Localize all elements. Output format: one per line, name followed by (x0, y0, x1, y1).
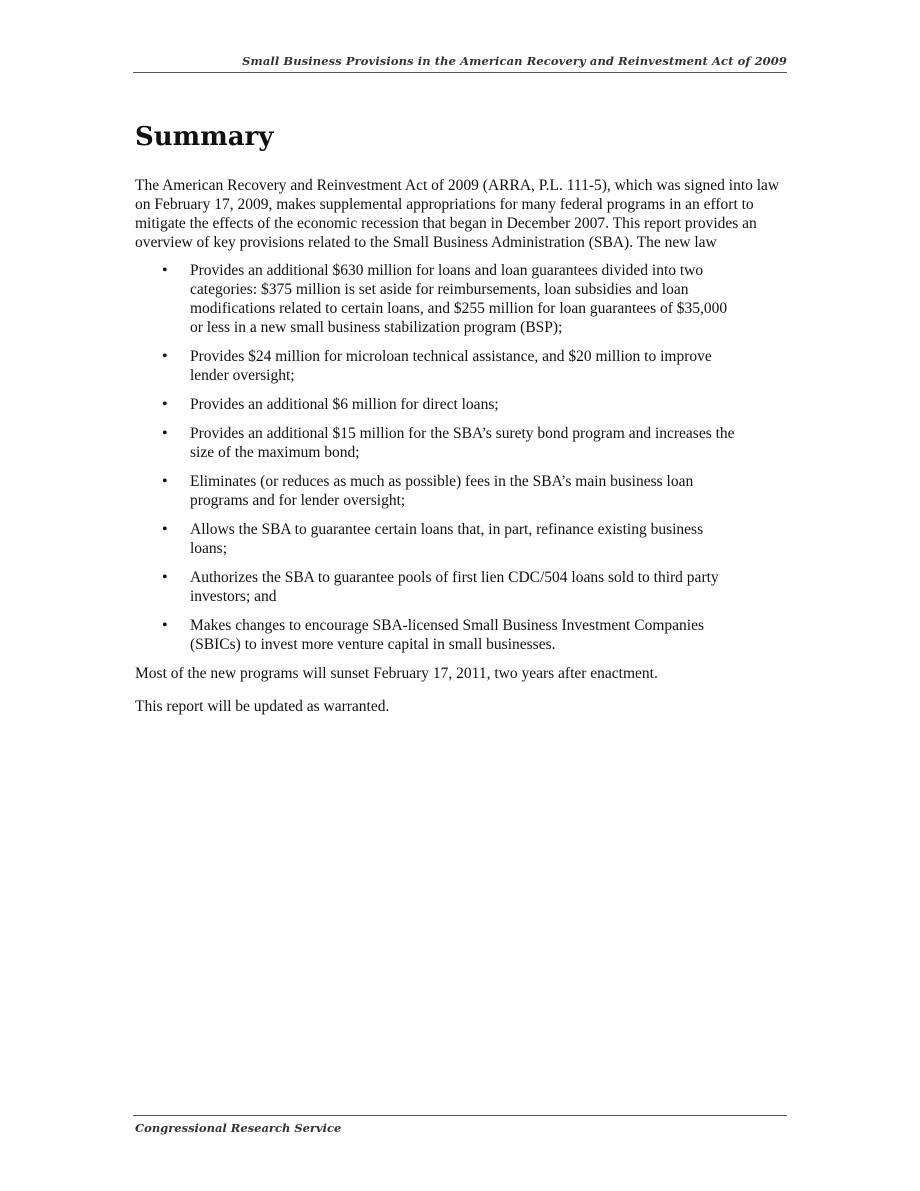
footer-divider (133, 1115, 787, 1116)
list-item-text: Provides an additional $15 million for the SBA’s surety bond program and increases the size of the maximum bond; (190, 425, 735, 461)
update-paragraph: This report will be updated as warranted. (135, 698, 390, 715)
list-item (135, 520, 735, 558)
list-item-text: Provides $24 million for microloan technical assistance, and $20 million to improve lender oversight; (190, 348, 712, 384)
header-divider (133, 72, 787, 73)
summary-content (135, 176, 785, 716)
list-item (135, 568, 735, 606)
bullet-icon: • (162, 521, 168, 538)
intro-paragraph: The American Recovery and Reinvestment Act of 2009 (ARRA, P.L. 111-5), which was signed into law on February 17, 2009, makes supplemental appropriations for many federal programs in an effort to mitigate the effects of the economic recession that began in December 2007. This report provides an overview of key provisions related to the Small Business Administration (SBA). The new law (135, 177, 780, 251)
bullet-icon: • (162, 348, 168, 365)
list-item-text: Makes changes to encourage SBA-licensed Small Business Investment Companies (SBICs) to invest more venture capital in small businesses. (190, 617, 704, 653)
list-item (135, 347, 735, 385)
bullet-icon: • (162, 396, 168, 413)
list-item (135, 424, 735, 462)
running-header: Small Business Provisions in the American Recovery and Reinvestment Act of 2009 (242, 54, 787, 68)
bullet-icon: • (162, 617, 168, 634)
bullet-icon: • (162, 262, 168, 279)
list-item-text: Provides an additional $630 million for loans and loan guarantees divided into two categories: $375 million is set aside for reimbursements, loan subsidies and loan modifications related to certain loans, and $255 million for loan guarantees of $35,000 or less in a new small business stabilization program (BSP); (190, 262, 728, 336)
running-footer: Congressional Research Service (135, 1121, 342, 1135)
list-item (135, 395, 735, 414)
provisions-list (135, 261, 785, 654)
list-item (135, 472, 735, 510)
bullet-icon: • (162, 569, 168, 586)
list-item (135, 616, 735, 654)
list-item-text: Allows the SBA to guarantee certain loans that, in part, refinance existing business loans; (190, 521, 704, 557)
sunset-paragraph: Most of the new programs will sunset February 17, 2011, two years after enactment. (135, 665, 658, 682)
bullet-icon: • (162, 473, 168, 490)
list-item-text: Eliminates (or reduces as much as possible) fees in the SBA’s main business loan programs and for lender oversight; (190, 473, 694, 509)
list-item-text: Authorizes the SBA to guarantee pools of first lien CDC/504 loans sold to third party investors; and (190, 569, 719, 605)
list-item (135, 261, 735, 337)
list-item-text: Provides an additional $6 million for direct loans; (190, 396, 499, 413)
section-title: Summary (135, 122, 274, 152)
bullet-icon: • (162, 425, 168, 442)
